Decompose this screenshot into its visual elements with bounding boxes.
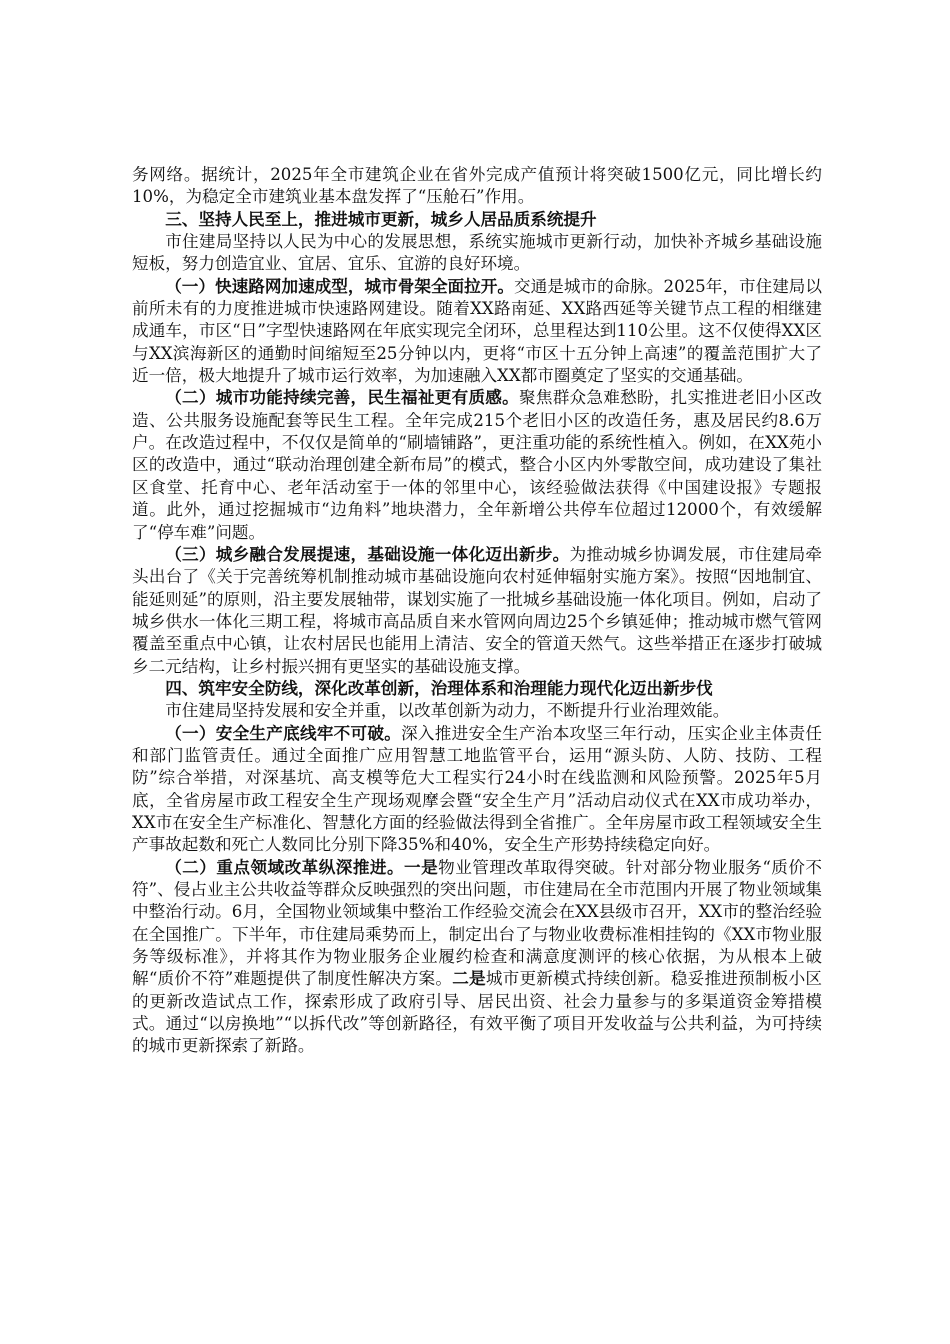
paragraph-reform — [132, 857, 822, 1058]
reform-point-one-body: 物业管理改革取得突破。针对部分物业服务“质价不符”、侵占业主公共收益等群众反映强烈的突出问题，市住建局在全市范围内开展了物业领域集中整治行动。6月，全国物业领域集中整治工作经验交流会在XX县级市召开，XX市的整治经验在全国推广。下半年，市住建局乘势而上，制定出台了与物业收费标准相挂钩的《XX市物业服务等级标准》，并将其作为物业服务企业履约检查和满意度测评的核心依据，为从根本上破解“质价不符”难题提供了制度性解决方案。 — [132, 857, 823, 989]
paragraph-section-3-intro: 市住建局坚持以人民为中心的发展思想，系统实施城市更新行动，加快补齐城乡基础设施短板，努力创造宜业、宜居、宜乐、宜游的良好环境。 — [132, 232, 822, 274]
subheading-city-function: （二）城市功能持续完善，民生福祉更有质感。 — [165, 388, 519, 408]
reform-point-one-label: 一是 — [404, 857, 439, 877]
paragraph-city-function — [132, 387, 822, 543]
paragraph-urban-rural — [132, 544, 822, 678]
paragraph-safety-body: 深入推进安全生产治本攻坚三年行动，压实企业主体责任和部门监管责任。通过全面推广应用智慧工地监管平台，运用“源头防、人防、技防、工程防”综合举措，对深基坑、高支模等危大工程实行24小时在线监测和风险预警。2025年5月底，全省房屋市政工程安全生产现场观摩会暨“安全生产月”活动启动仪式在XX市成功举办，XX市在安全生产标准化、智慧化方面的经验做法得到全省推广。全年房屋市政工程领域安全生产事故起数和死亡人数同比分别下降35%和40%，安全生产形势持续稳定向好。 — [132, 723, 823, 855]
paragraph-section-4-intro: 市住建局坚持发展和安全并重，以改革创新为动力，不断提升行业治理效能。 — [165, 701, 730, 721]
subheading-safety: （一）安全生产底线牢不可破。 — [165, 723, 402, 743]
subheading-expressway: （一）快速路网加速成型，城市骨架全面拉开。 — [165, 276, 515, 296]
paragraph-expressway-body: 交通是城市的命脉。2025年，市住建局以前所未有的力度推进城市快速路网建设。随着XX路南延、XX路西延等关键节点工程的相继建成通车，市区“日”字型快速路网在年底实现完全闭环，总里程达到110公里。这不仅使得XX区与XX滨海新区的通勤时间缩短至25分钟以内，更将“市区十五分钟上高速”的覆盖范围扩大了近一倍，极大地提升了城市运行效率，为加速融入XX都市圈奠定了坚实的交通基础。 — [132, 276, 823, 386]
section-heading-3: 三、坚持人民至上，推进城市更新，城乡人居品质系统提升 — [165, 209, 597, 229]
reform-point-two-label: 二是 — [452, 969, 486, 989]
paragraph-urban-rural-body: 为推动城乡协调发展，市住建局牵头出台了《关于完善统筹机制推动城市基础设施向农村延伸辐射实施方案》。按照“因地制宜、能延则延”的原则，沿主要发展轴带，谋划实施了一批城乡基础设施一体化项目。例如，启动了城乡供水一体化三期工程，将城市高品质自来水管网向周边25个乡镇延伸；推动城市燃气管网覆盖至重点中心镇，让农村居民也能用上清洁、安全的管道天然气。这些举措正在逐步打破城乡二元结构，让乡村振兴拥有更坚实的基础设施支撑。 — [132, 544, 823, 676]
subheading-reform: （二）重点领域改革纵深推进。 — [165, 857, 405, 877]
paragraph-city-function-body: 聚焦群众急难愁盼，扎实推进老旧小区改造、公共服务设施配套等民生工程。全年完成215个老旧小区的改造任务，惠及居民约8.6万户。在改造过程中，不仅仅是简单的“刷墙铺路”，更注重功能的系统性植入。例如，在XX苑小区的改造中，通过“联动治理创建全新布局”的模式，整合小区内外零散空间，成功建设了集社区食堂、托育中心、老年活动室于一体的邻里中心，该经验做法获得《中国建设报》专题报道。此外，通过挖掘城市“边角料”地块潜力，全年新增公共停车位超过12000个，有效缓解了“停车难”问题。 — [132, 388, 823, 542]
paragraph-safety — [132, 723, 822, 857]
subheading-urban-rural: （三）城乡融合发展提速，基础设施一体化迈出新步。 — [165, 544, 570, 564]
paragraph-expressway — [132, 276, 822, 388]
document-page — [132, 164, 822, 1058]
paragraph-intro-continuation: 务网络。据统计，2025年全市建筑企业在省外完成产值预计将突破1500亿元，同比增长约10%，为稳定全市建筑业基本盘发挥了“压舱石”作用。 — [132, 165, 822, 207]
section-heading-4: 四、筑牢安全防线，深化改革创新，治理体系和治理能力现代化迈出新步伐 — [165, 678, 713, 698]
reform-point-two-body: 城市更新模式持续创新。稳妥推进预制板小区的更新改造试点工作，探索形成了政府引导、居民出资、社会力量参与的多渠道资金筹措模式。通过“以房换地”“以拆代改”等创新路径，有效平衡了项目开发收益与公共利益，为可持续的城市更新探索了新路。 — [132, 969, 823, 1056]
